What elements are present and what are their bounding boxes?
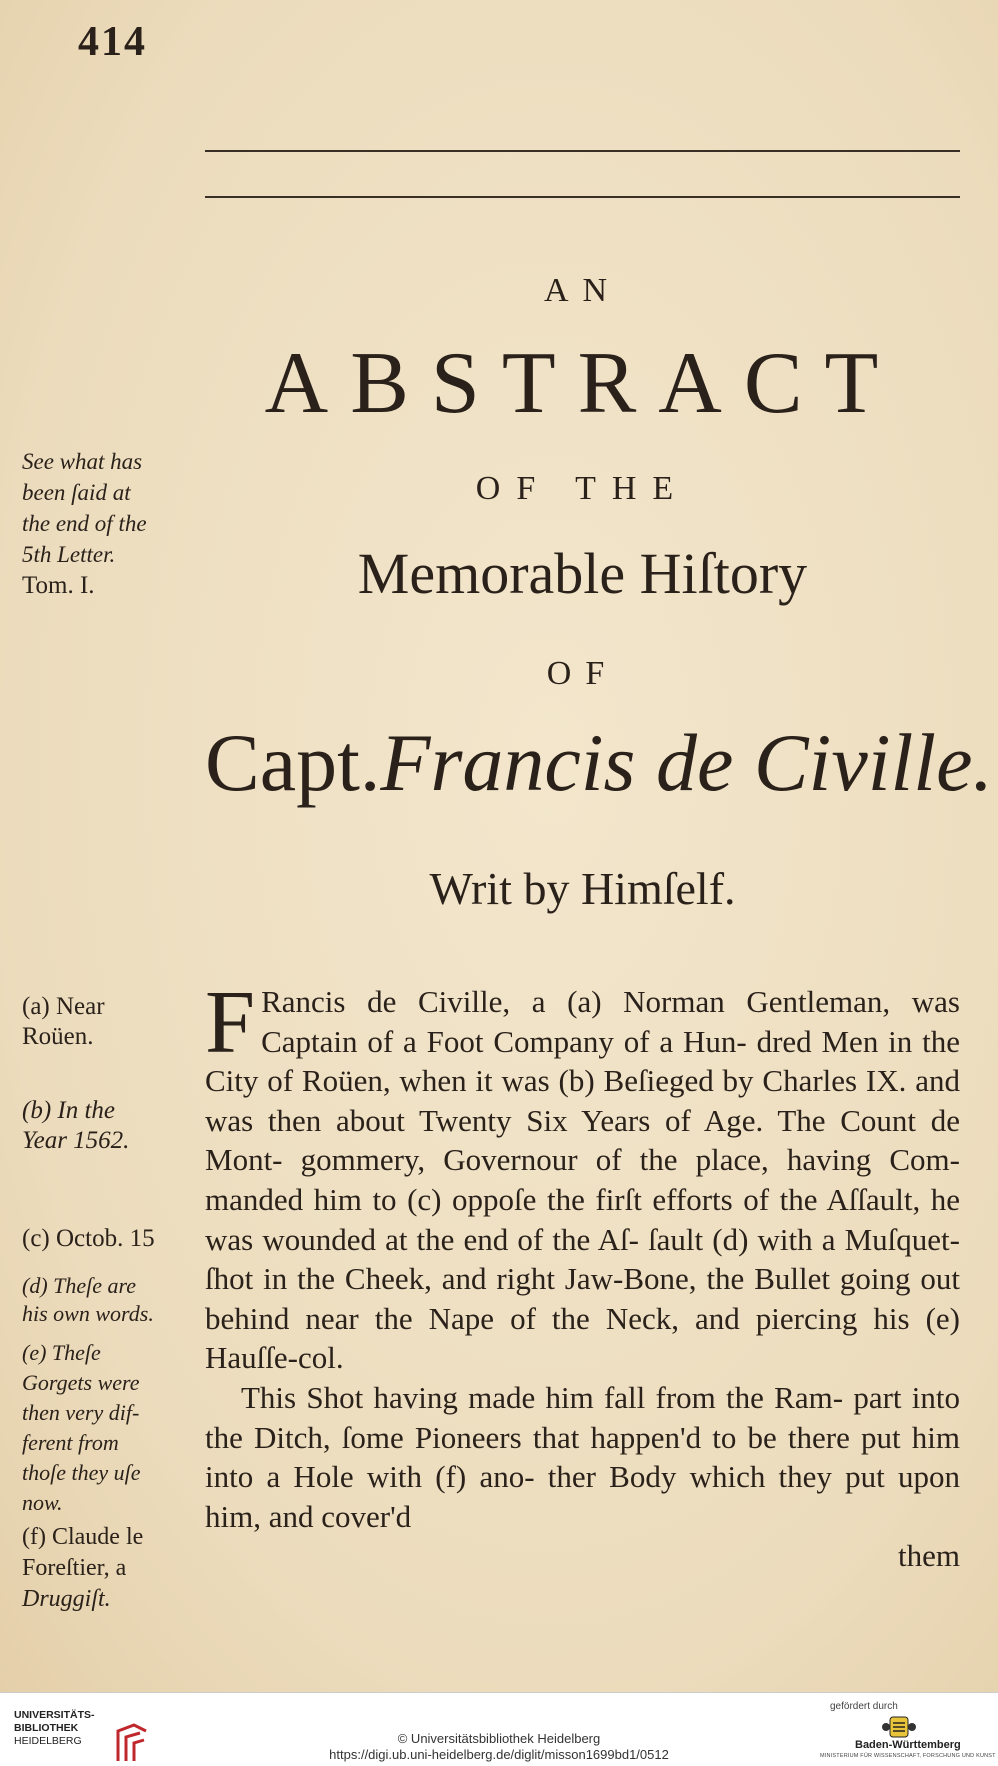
paragraph-2-text <box>205 1380 960 1534</box>
uni-name-line: UNIVERSITÄTS- <box>14 1709 95 1721</box>
page-number: 414 <box>78 19 147 65</box>
title-writ-by-himself: Writ by Himſelf. <box>429 863 736 914</box>
copyright-text: © Universitätsbibliothek Heidelberg <box>397 1731 601 1746</box>
note-a <box>22 992 200 1052</box>
funded-by-label: gefördert durch <box>830 1701 898 1712</box>
note-line: then very dif- <box>22 1400 140 1425</box>
catchword: them <box>898 1538 960 1574</box>
second-rule <box>205 196 960 198</box>
body-line: Nape of the Neck, and piercing his (e) Hauſſe-col. <box>205 1300 960 1376</box>
margin-note-line: See what has <box>22 449 143 474</box>
footer-bar <box>0 1692 998 1766</box>
top-rule <box>205 150 960 152</box>
margin-note-line: 5th Letter. <box>22 542 116 567</box>
note-line: Year 1562. <box>22 1127 130 1154</box>
note-line: (c) Octob. 15 <box>22 1225 155 1252</box>
title-abstract: ABSTRACT <box>264 335 901 432</box>
note-c <box>22 1224 200 1254</box>
baden-wuerttemberg-label: Baden-Württemberg <box>855 1739 961 1751</box>
note-line: (b) In the <box>22 1097 116 1124</box>
note-line: thoſe they uſe <box>22 1460 141 1485</box>
paragraph-2 <box>205 1378 960 1536</box>
body-line: ther Body which they put upon him, and cover'd <box>205 1459 960 1534</box>
paragraph-1 <box>205 973 961 1378</box>
body-text <box>205 973 961 1576</box>
body-line: gommery, Governour of the place, having Com- <box>300 1142 960 1178</box>
body-line: was Captain of a Foot Company of a Hun- <box>261 984 960 1059</box>
title-name: Francis de Civille. <box>380 717 993 808</box>
note-line: (e) Theſe <box>22 1340 101 1365</box>
uni-name-line: HEIDELBERG <box>14 1735 82 1747</box>
ministry-label: MINISTERIUM FÜR WISSENSCHAFT, FORSCHUNG UND KUNST <box>820 1753 996 1759</box>
title-capt: Capt. <box>205 717 381 808</box>
coat-of-arms-icon <box>880 1715 918 1739</box>
note-line: Foreſtier, a <box>22 1555 127 1581</box>
title-captain-name <box>205 717 993 808</box>
body-line: (b) Beſieged by Charles IX. and was then about <box>205 1063 960 1138</box>
title-of-the: OF THE <box>475 470 690 507</box>
body-line: dred Men in the City of Roüen, when it was <box>205 1023 961 1099</box>
body-line: manded him to (c) oppoſe the firſt efforts of the <box>205 1181 827 1217</box>
note-line: Gorgets were <box>22 1370 140 1395</box>
body-line: Rancis de Civille, a (a) Norman Gentleman, <box>261 984 912 1019</box>
title-an: AN <box>543 272 622 309</box>
margin-note-line: the end of the <box>22 511 147 536</box>
note-f <box>22 1522 200 1615</box>
note-line: (d) Theſe are <box>22 1273 137 1298</box>
note-d <box>22 1272 200 1328</box>
body-line: ſault (d) with a Muſquet-ſhot in the Cheek, and <box>205 1221 960 1297</box>
drop-cap: F <box>205 973 256 1072</box>
paragraph-1-text <box>205 973 961 1376</box>
title-memorable-history: Memorable Hiſtory <box>357 541 808 606</box>
note-e <box>22 1338 200 1518</box>
note-line: Druggiſt. <box>22 1586 111 1612</box>
note-line: ferent from <box>22 1430 119 1455</box>
body-line: Twenty Six Years of Age. The Count de Mont- <box>205 1102 960 1178</box>
note-line: now. <box>22 1490 63 1515</box>
uni-name-line: BIBLIOTHEK <box>14 1722 79 1734</box>
body-line: This Shot having made him fall from the Ram- <box>241 1379 854 1415</box>
body-line: part into the Ditch, ſome Pioneers that happen'd <box>205 1379 961 1455</box>
note-line: (f) Claude le <box>22 1524 144 1550</box>
body-line: to be there put him into a Hole with (f) ano- <box>205 1419 960 1495</box>
margin-note-line: Tom. I. <box>22 572 95 599</box>
body-line: right Jaw-Bone, the Bullet going out behind near the <box>205 1261 961 1336</box>
note-line: his own words. <box>22 1301 154 1326</box>
note-b <box>22 1096 200 1156</box>
margin-note-reference <box>22 446 202 601</box>
margin-note-line: been ſaid at <box>22 480 131 505</box>
note-line: Roüen. <box>22 1023 94 1050</box>
permalink[interactable]: https://digi.ub.uni-heidelberg.de/diglit/misson1699bd1/0512 <box>329 1747 669 1762</box>
note-line: (a) Near <box>22 993 105 1020</box>
title-of: OF <box>546 655 619 692</box>
body-line: Aſſault, he was wounded at the end of the Aſ- <box>205 1181 961 1257</box>
